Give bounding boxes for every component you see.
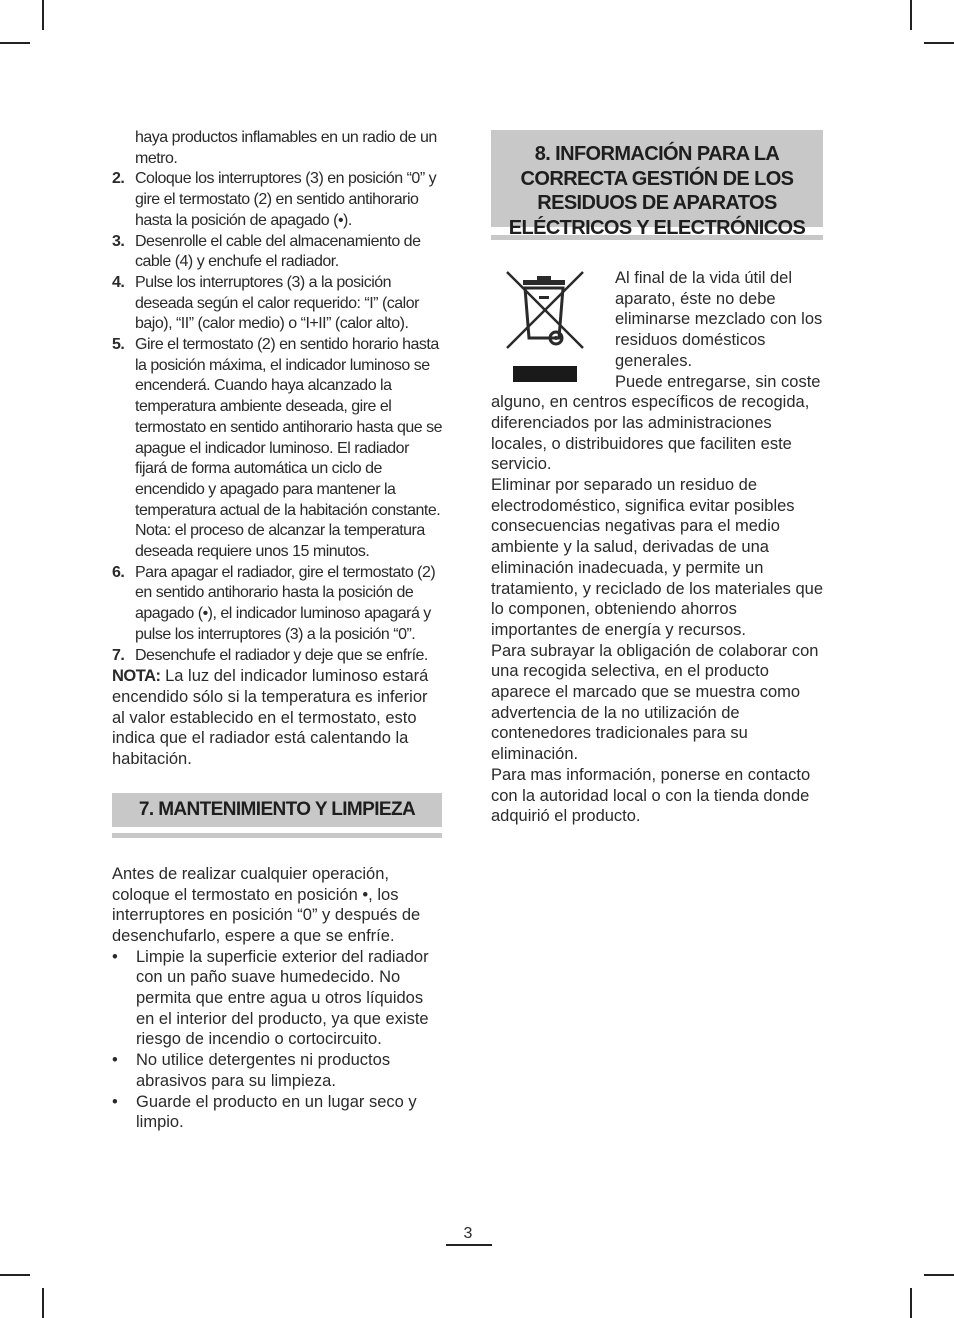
weee-paragraph-3: Eliminar por separado un residuo de electrodoméstico, significa evitar posibles consecuencias negativas para el medio ambiente y la salud, derivadas de una eliminación inadecuada, y permite un tratamiento, y reciclado de los materiales que lo componen, obteniendo ahorros importantes de energía y recursos. [491,476,823,639]
step-7 [112,646,442,667]
list-item-text: Guarde el producto en un lugar seco y limpio. [136,1092,417,1132]
crop-mark [924,1274,954,1276]
crop-mark [0,1274,30,1276]
crop-mark [910,0,912,30]
step-number: 4. [112,273,125,291]
crop-mark [0,42,30,44]
bullet-marker: • [112,947,118,966]
page-number: 3 [463,1225,473,1242]
section-7-heading: 7. MANTENIMIENTO Y LIMPIEZA [112,793,442,827]
step-text: Desenchufe el radiador y deje que se enfríe. [135,646,428,664]
heading-underline [112,833,442,838]
bullet-marker: • [112,1051,118,1070]
weee-paragraph-2: Puede entregarse, sin coste alguno, en centros específicos de recogida, diferenciados por las administraciones locales, o distribuidores que faciliten este servicio. [491,372,821,474]
step-5 [112,335,442,563]
step-2 [112,169,442,231]
crop-mark [42,0,44,30]
weee-section [491,268,823,827]
list-item-text: Limpie la superficie exterior del radiador con un paño suave humedecido. No permita que entre agua u otros líquidos en el interior del producto, ya que existe riesgo de incendio o cortocircuito. [136,947,429,1049]
step-number: 3. [112,232,125,250]
crop-mark [910,1288,912,1318]
step-3 [112,232,442,273]
weee-paragraph-4: Para subrayar la obligación de colaborar con una recogida selectiva, en el producto aparece el marcado que se muestra como advertencia de la no utilización de contenedores tradicionales para su eliminación. [491,641,819,764]
bullet-marker: • [112,1092,118,1111]
note-text: La luz del indicador luminoso estará encendido sólo si la temperatura es inferior al valor establecido en el termostato, esto indica que el radiador está calentando la habitación. [112,667,429,769]
crossed-out-wheelie-bin-icon [501,270,591,386]
crop-mark [42,1288,44,1318]
step-6 [112,563,442,646]
maintenance-section [112,864,442,1133]
list-item [112,1092,442,1133]
left-column [112,128,442,1133]
list-item-text: No utilice detergentes ni productos abrasivos para su limpieza. [136,1051,391,1090]
list-item [112,947,442,1051]
note-paragraph [112,666,442,770]
note-label: NOTA: [112,667,161,686]
step-number: 6. [112,563,125,581]
right-column [491,130,823,827]
step-4 [112,273,442,335]
step-text: Desenrolle el cable del almacenamiento de cable (4) y enchufe el radiador. [135,232,421,271]
step-number: 7. [112,646,125,664]
steps-list [112,169,442,666]
crop-mark [924,42,954,44]
step-number: 5. [112,336,125,354]
page-number-rule [446,1244,492,1246]
step-number: 2. [112,170,125,188]
weee-paragraph-5: Para mas información, ponerse en contacto con la autoridad local o con la tienda donde adquirió el producto. [491,765,811,826]
step-text: Coloque los interruptores (3) en posición “0” y gire el termostato (2) en sentido antihorario hasta la posición de apagado (•). [135,170,437,229]
step-1-continuation: haya productos inflamables en un radio de un metro. [135,129,437,167]
step-text: Para apagar el radiador, gire el termostato (2) en sentido antihorario hasta la posición de apagado (•), el indicador luminoso apagará y pulse los interruptores (3) a la posición “0”. [135,563,436,643]
list-item [112,1050,442,1091]
section-8-heading: 8. INFORMACIÓN PARA LA CORRECTA GESTIÓN DE LOS RESIDUOS DE APARATOS ELÉCTRICOS Y ELECTRÓNICOS [491,130,823,227]
maintenance-intro: Antes de realizar cualquier operación, coloque el termostato en posición •, los interruptores en posición “0” y después de desenchufarlo, espere a que se enfríe. [112,864,421,945]
step-text: Gire el termostato (2) en sentido horario hasta la posición máxima, el indicador luminoso se encenderá. Cuando haya alcanzado la temperatura ambiente deseada, gire el termostato en sentido antihorario hasta que se apague el indicador luminoso. El radiador fijará de forma automática un ciclo de encendido y apagado para mantener la temperatura actual de la habitación constante. Nota: el proceso de alcanzar la temperatura deseada requiere unos 15 minutos. [135,336,442,561]
step-text: Pulse los interruptores (3) a la posición deseada según el calor requerido: “I” (calor bajo), “II” (calor medio) o “I+II” (calor alto). [135,273,419,333]
weee-paragraph-1: Al final de la vida útil del aparato, éste no debe eliminarse mezclado con los residuos domésticos generales. [615,269,823,370]
